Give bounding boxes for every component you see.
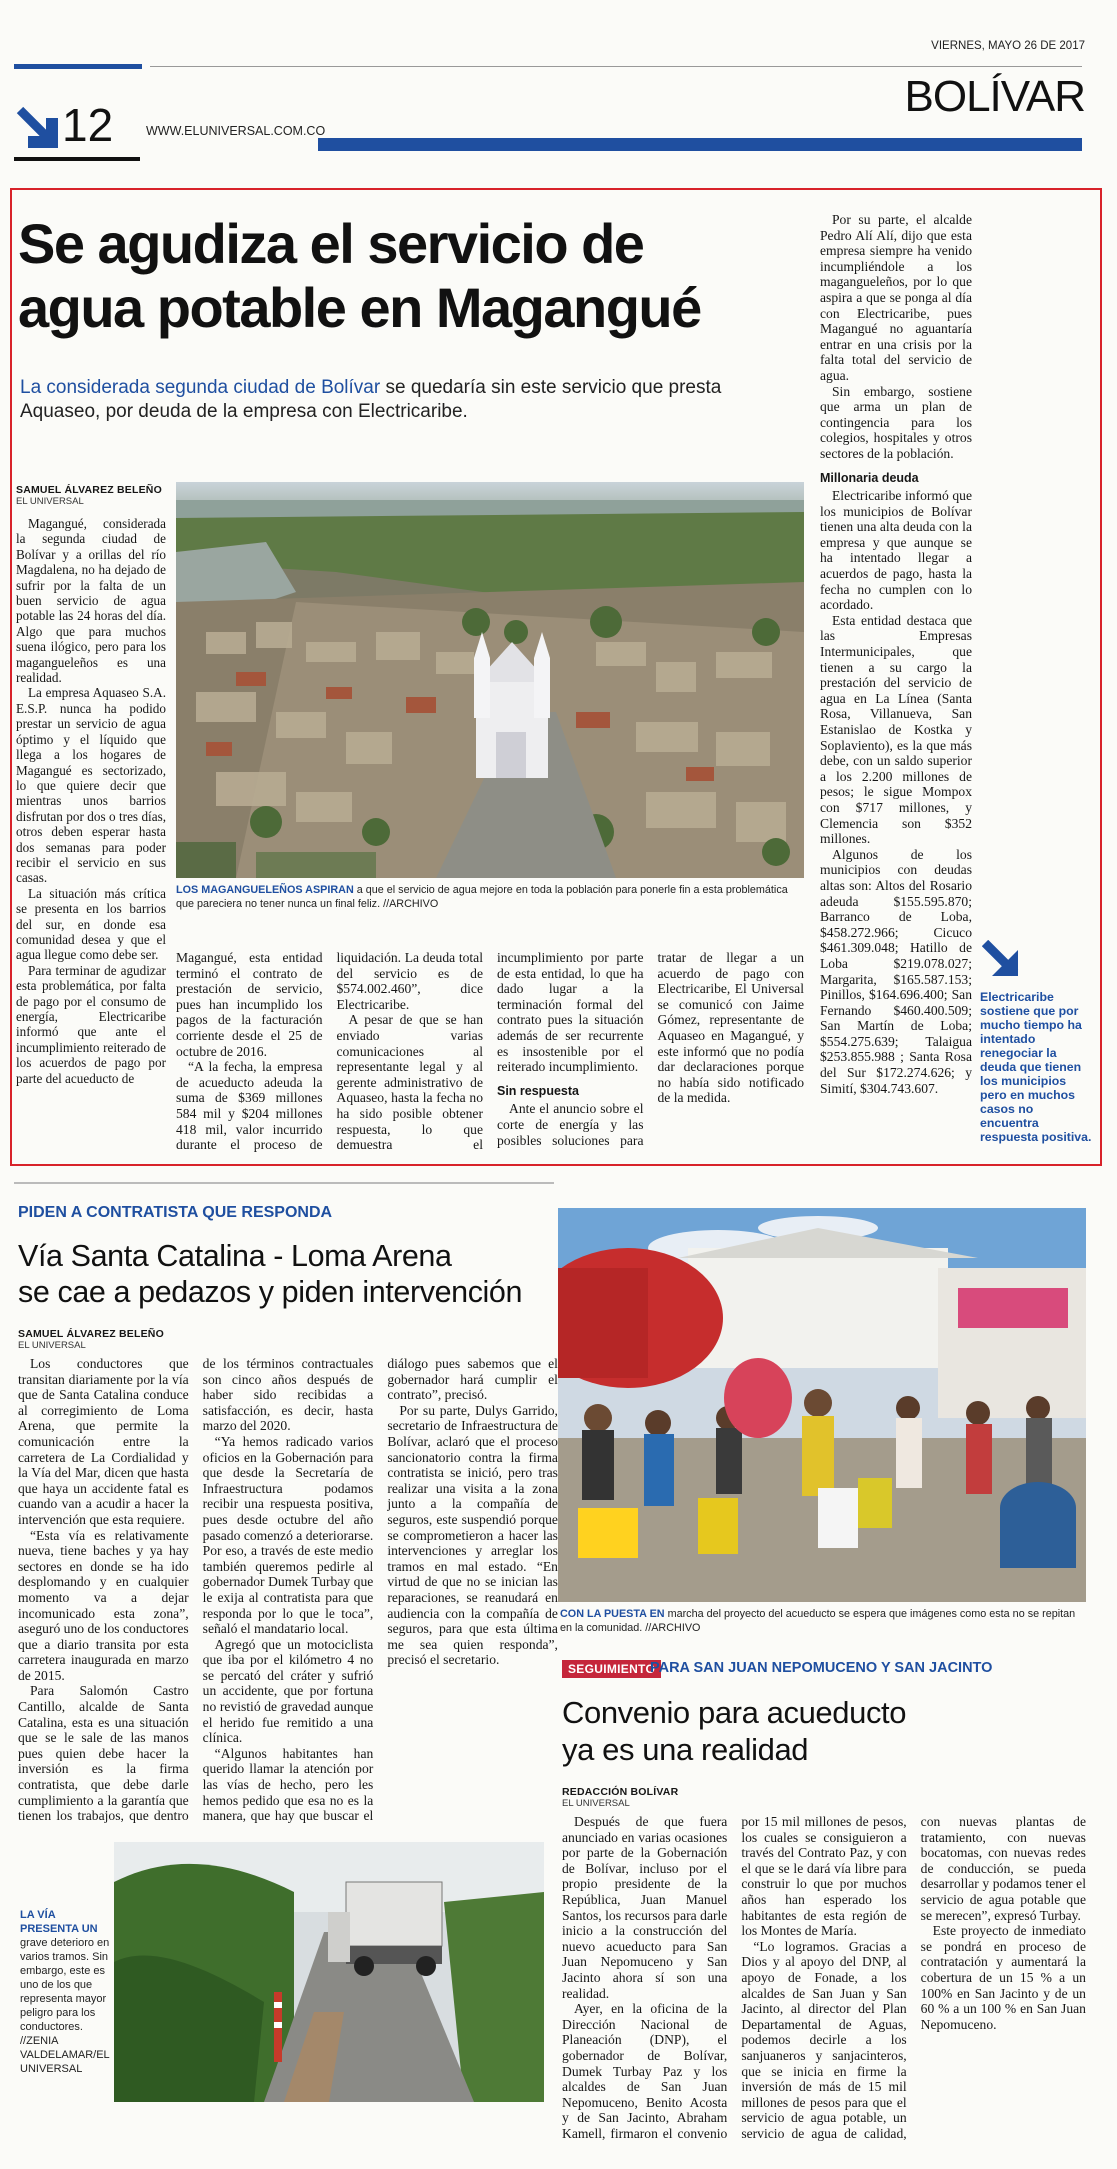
- road-photo-caption-rest: grave deterioro en varios tramos. Sin embargo, este es uno de los que representa mayor peligro para los conductores. //ZENIA VALDELAMAR/EL UNIVERSAL: [20, 1937, 110, 2075]
- main-left-p3: La situación más crítica se presenta en los barrios del sur, en donde esa comunidad desea y que el agua llegue como debe ser.: [16, 885, 166, 963]
- road-photo-caption: [20, 1908, 110, 2076]
- main-right-p4: Esta entidad destaca que las Empresas Intermunicipales, que tienen a su cargo la prestación del servicio de agua en La Línea (Santa Rosa, Villanueva, San Estanislao de Kostka y Soplaviento), es la que más debe, con un saldo superior a los 2.200 millones de pesos; le sigue Mompox con $717 millones, y Clemencia son $352 millones.: [820, 612, 972, 847]
- subhead-sin-respuesta: Sin respuesta: [497, 1083, 579, 1098]
- subhead-lead: La considerada segunda ciudad de Bolívar: [20, 377, 381, 398]
- story3-p2: Ayer, en la oficina de la Dirección Nacional de Planeación (DNP), el gobernador de Bolívar, Dumek Turbay Paz y los alcaldes de San Juan Nepomuceno, Benito Acosta y de San Jacinto, Abraham Kamell, firmaron el convenio por 15 mil millones de pesos, los cuales se consiguieron a través del Contrato Paz, y con el que se le dará vía libre para construir lo que por muchos años han esperado los habitantes de esta región de los Montes de María.: [562, 1814, 907, 2141]
- main-headline: [18, 212, 701, 340]
- subhead-rest: se quedaría sin este servicio que presta Aquaseo, por deuda de la empresa con Electricaribe.: [20, 377, 722, 422]
- story2-p3: Para Salomón Castro Cantillo, alcalde de Santa Catalina, esta es una situación que se le sale de las manos pues quien debe hacer la inversión es la firma contratista, que debe darle cumplimiento a la garantía que tienen los trabajos, que dentro de los términos contractuales son cinco años después de haber sido recibidas a satisfacción, es decir, hasta marzo del 2020.: [18, 1356, 374, 1824]
- story2-p5: Agregó que un motociclista que iba por el kilómetro 4 no se percató del cráter y sufrió un accidente, que por fortuna no revistió de gravedad aunque el herido fue remitido a una clínica.: [202, 1636, 374, 1746]
- main-right-column: [820, 212, 972, 1162]
- page-number: 12: [62, 99, 114, 151]
- story2-kicker: PIDEN A CONTRATISTA QUE RESPONDA: [18, 1204, 333, 1221]
- arrow-down-right-icon: [16, 106, 62, 152]
- story2-p4: “Ya hemos radicado varios oficios en la Gobernación para que desde la Secretaría de Infraestructura podamos recibir una respuesta positiva, pues desde octubre del año pasado comenzó a deteriorarse. Por eso, a través de este medio también queremos pedirle al gobernador Dumek Turbay que le exija al contratista para que responda por lo que le toca”, señaló el mandatario local.: [202, 1433, 374, 1637]
- main-bottom-p3: A pesar de que se han enviado varias comunicaciones al representante legal y al gerente administrativo de Aquaseo, hasta la fecha no ha sido posible obtener respuesta, lo que demuestra el incumplimiento por parte de esta entidad, lo que ha dado lugar a la terminación formal del contrato pues la situación además de ser recurrente es insostenible por el reiterado incumplimiento.: [336, 950, 644, 1153]
- road-damage-photo: [114, 1842, 544, 2102]
- main-photo-caption-lead: LOS MAGANGUELEÑOS ASPIRAN: [176, 884, 354, 896]
- main-bottom-columns: [176, 950, 804, 1160]
- story3-headline-line2: ya es una realidad: [562, 1732, 809, 1767]
- story2-byline-outlet: EL UNIVERSAL: [18, 1340, 86, 1351]
- story2-p6: “Algunos habitantes han querido llamar la atención por las vías de hecho, pero les hemos pedido que esa no es la manera, que hay que buscar el diálogo pues sabemos que el gobernador hará cumplir el contrato”, precisó.: [202, 1356, 558, 1824]
- story3-byline: REDACCIÓN BOLÍVAR: [562, 1786, 679, 1798]
- main-right-p5: Algunos de los municipios con deudas altas son: Altos del Rosario adeuda $155.595.870; Barranco de Loba, $458.272.966; Cicuco $461.309.048; Hatillo de Loba $219.078.027; Margarita, $165.587.153; Pinillos, $164.696.400; San Fernando $460.400.509; San Martín de Loba; $554.275.639; Talaigua $253.855.988 ; Santa Rosa del Sur $172.274.626; y Simití, $304.743.607.: [820, 846, 972, 1096]
- story2-p1: Los conductores que transitan diariamente por la vía que de Santa Catalina conduce al corregimiento de Loma Arena, que permite la comunicación entre la carretera de La Cordialidad y la Vía del Mar, dicen que hasta que haya un accidente fatal es cuando van a acudir a hacer la intervención que esta requiere.: [18, 1356, 189, 1527]
- road-photo-caption-lead: LA VÍA PRESENTA UN: [20, 1909, 98, 1935]
- story2-byline: SAMUEL ÁLVAREZ BELEÑO: [18, 1328, 164, 1340]
- water-tanker-photo: [558, 1208, 1086, 1602]
- header-bottom-rule: [318, 138, 1082, 151]
- main-byline-outlet: EL UNIVERSAL: [16, 496, 84, 507]
- story2-headline-line2: se cae a pedazos y piden intervención: [18, 1275, 523, 1309]
- section-title: BOLÍVAR: [904, 72, 1085, 121]
- sidebar-arrow-icon: [982, 940, 1022, 980]
- main-byline-block: [16, 484, 166, 513]
- website-url: WWW.ELUNIVERSAL.COM.CO: [146, 124, 326, 138]
- tanker-photo-caption: [560, 1608, 1084, 1635]
- main-left-p4: Para terminar de agudizar esta problemática, por falta de pago por el consumo de energía, Electricaribe informó que ante el incumplimiento reiterado de los acuerdos de pago por parte del acueducto de: [16, 962, 166, 1086]
- page-number-underline: [14, 157, 140, 161]
- story3-tag: SEGUIMIENTO: [562, 1660, 661, 1678]
- story3-p3: “Lo logramos. Gracias a Dios y al apoyo del DNP, al apoyo de Fonade, a los alcaldes de San Juan y San Jacinto, al director del Plan Departamental de Aguas, podemos decirle a los sanjuaneros y sanjacinteros, que se inicia en firme la inversión de más de 15 mil millones de pesos para que el servicio de agua potable, un servicio de agua de calidad, con nuevas plantas de tratamiento, con nuevas bocatomas, con nuevas redes de conducción, se pueda desarrollar y podamos tener el servicio de agua potable que se merecen”, expresó Turbay.: [741, 1814, 1086, 2141]
- main-photo-caption-rest: a que el servicio de agua mejore en toda la población para ponerle fin a esta problemática que pareciera no tener nunca un final feliz. //ARCHIVO: [176, 884, 788, 910]
- main-byline: SAMUEL ÁLVAREZ BELEÑO: [16, 484, 162, 496]
- main-headline-line2: agua potable en Magangué: [18, 276, 701, 339]
- story3-kicker: PARA SAN JUAN NEPOMUCENO Y SAN JACINTO: [650, 1660, 993, 1676]
- story2-byline-block: [18, 1328, 178, 1357]
- main-headline-line1: Se agudiza el servicio de: [18, 212, 644, 275]
- tanker-photo-caption-lead: CON LA PUESTA EN: [560, 1608, 665, 1620]
- main-bottom-p1: Magangué, esta entidad terminó el contrato de prestación de servicio, pues han incumplido los pagos de la facturación corriente desde el 25 de octubre de 2016.: [176, 950, 323, 1059]
- main-bottom-p4: Ante el anuncio sobre el corte de energía y las posibles soluciones para tratar de llegar a un acuerdo de pago con Electricaribe, El Universal se comunicó con Jaime Gómez, representante de Aquaseo en Magangué, y este informó que no podía dar declaraciones porque no había sido notificado de la medida.: [497, 950, 804, 1148]
- story3-headline: [562, 1694, 1082, 1768]
- story3-byline-block: [562, 1786, 728, 1815]
- story2-p2: “Esta vía es relativamente nueva, tiene baches y ya hay sectores en donde se ha ido desplomando y en cualquier momento va a dejar incomunicado esta zona”, aseguró uno de los conductores que a diario transita por esta carretera inaugurada en marzo de 2015.: [18, 1527, 189, 1683]
- main-right-p1: Por su parte, el alcalde Pedro Alí Alí, dijo que esta empresa siempre ha venido incumpliéndole a los magangueleños, por lo que aspira a que se ponga al día con Electricaribe, pues Magangué no aguantaría entrar en una crisis por la falta total del servicio de agua.: [820, 212, 972, 383]
- header-top-rule-gray: [150, 66, 1082, 67]
- header-top-rule: [14, 64, 142, 69]
- main-subheadline: [20, 376, 800, 424]
- story2-columns: [18, 1356, 558, 1828]
- edition-date: VIERNES, MAYO 26 DE 2017: [931, 40, 1085, 52]
- story3-byline-outlet: EL UNIVERSAL: [562, 1798, 630, 1809]
- main-right-p3: Electricaribe informó que los municipios de Bolívar tienen una alta deuda con la empresa y que aunque se ha intentado llegar a acuerdos de pago, hasta la fecha no cumplen con lo acordado.: [820, 488, 972, 613]
- story2-top-rule: [14, 1182, 554, 1184]
- story3-p4: Este proyecto de inmediato se pondrá en proceso de contratación y aumentará la cobertura de un 15 % a un 100% en San Jacinto y de un 60 % a un 100 % en San Juan Nepomuceno.: [920, 1923, 1086, 2032]
- main-left-p2: La empresa Aquaseo S.A. E.S.P. nunca ha podido prestar un servicio de agua óptimo y el líquido que llega a los hogares de Magangué es sectorizado, lo que quiere decir que mientras unos barrios disfrutan por dos o tres días, otros deben esperar hasta dos semanas para poder recibir el servicio en sus casas.: [16, 685, 166, 886]
- main-right-p2: Sin embargo, sostiene que arma un plan de contingencia para los colegios, hospitales y otros sectores de la población.: [820, 383, 972, 461]
- magangue-aerial-photo: [176, 482, 804, 878]
- story3-headline-line1: Convenio para acueducto: [562, 1695, 907, 1730]
- story2-headline-line1: Vía Santa Catalina - Loma Arena: [18, 1239, 452, 1273]
- tanker-photo-caption-rest: marcha del proyecto del acueducto se espera que imágenes como esta no se repitan en la comunidad. //ARCHIVO: [560, 1608, 1076, 1634]
- subhead-millonaria-deuda: Millonaria deuda: [820, 470, 919, 485]
- story3-p1: Después de que fuera anunciado en varias ocasiones por parte de la Gobernación de Bolívar, incluso por el propio presidente de la República, Juan Manuel Santos, los recursos para darle inicio a la construcción del nuevo acueducto para San Juan Nepomuceno y San Jacinto ahora sí son una realidad.: [562, 1814, 728, 2001]
- main-photo-caption: [176, 884, 804, 911]
- story2-headline: [18, 1238, 558, 1310]
- story3-columns: [562, 1814, 1086, 2144]
- main-bottom-p2: “A la fecha, la empresa de acueducto adeuda la suma de $369 millones 584 mil y $204 millones 418 mil, valor incurrido durante el proceso de liquidación. La deuda total del servicio es de $574.002.460”, dice Electricaribe.: [176, 950, 483, 1153]
- main-left-p1: Magangué, considerada la segunda ciudad de Bolívar y a orillas del río Magdalena, no ha dejado de sufrir por la falta de un buen servicio de agua potable las 24 horas del día. Algo que para muchos suena ilógico, pero para los magangueleños es una realidad.: [16, 516, 166, 686]
- main-left-column: [16, 516, 166, 1156]
- sidebar-quote: Electricaribe sostiene que por mucho tiempo ha intentado renegociar la deuda que tienen los municipios pero en muchos casos no encuentra respuesta positiva.: [980, 990, 1092, 1144]
- story2-p7: Por su parte, Dulys Garrido, secretario de Infraestructura de Bolívar, aclaró que el proceso sancionatorio contra la firma contratista se inició, pero tras realizar una visita a la zona junto a la compañía de seguros, este suspendió porque se comprometieron a hacer las intervenciones y arreglar los tramos en mal estado. “En virtud de que no se inician las reparaciones, se reanudará en audiencia con la compañía de seguros, para que esta última me sea quien responda”, precisó el secretario.: [387, 1402, 558, 1668]
